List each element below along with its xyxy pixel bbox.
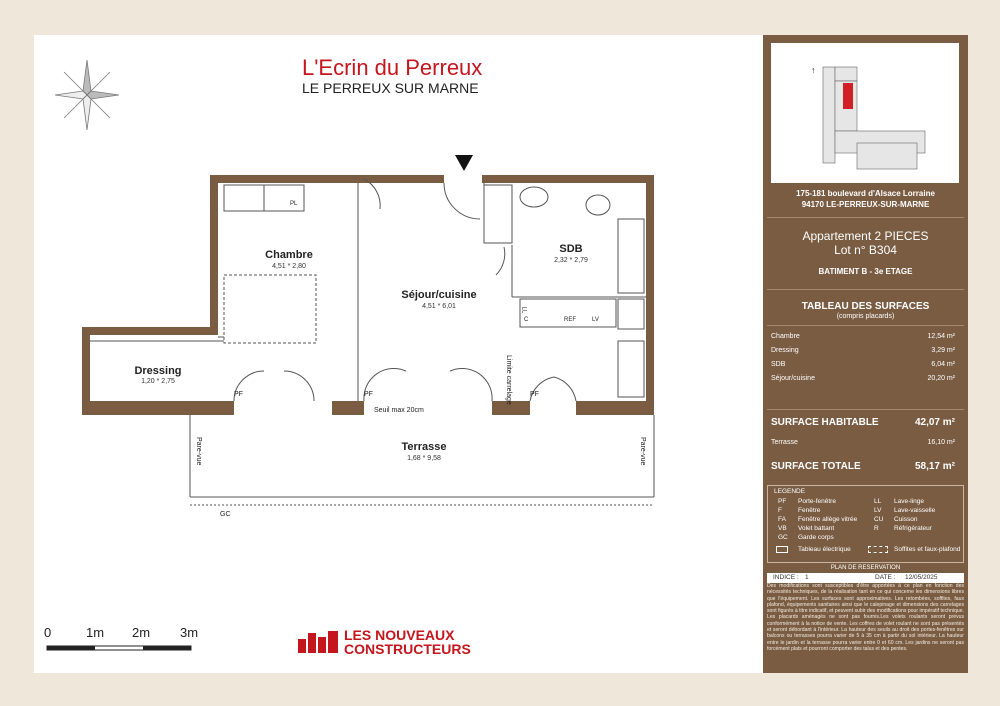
surface-totale-row: SURFACE TOTALE 58,17 m² [771, 461, 955, 472]
room-name-chambre: Chambre [265, 249, 313, 261]
scale-tick-0: 0 [44, 625, 52, 640]
room-name-sdb: SDB [559, 243, 583, 255]
building-floor: BATIMENT B - 3e ETAGE [818, 267, 913, 276]
label-pare-vue-right: Pare-vue [639, 437, 646, 466]
label-pl: PL [290, 201, 298, 207]
surface-row-sejour: Séjour/cuisine 20,20 m² [771, 375, 955, 382]
surface-row-dressing: Dressing 3,29 m² [771, 347, 955, 354]
soffite-icon [868, 546, 888, 553]
info-panel [763, 35, 968, 673]
room-name-dressing: Dressing [134, 365, 182, 377]
project-city: LE PERREUX SUR MARNE [302, 80, 479, 96]
surface-row-terrasse: Terrasse 16,10 m² [771, 439, 955, 446]
label-pare-vue-left: Pare-vue [195, 437, 202, 466]
plan-type: PLAN DE RESERVATION [830, 565, 901, 571]
label-ref: REF [564, 317, 576, 323]
room-dims-sdb: 2,32 * 2,79 [554, 257, 588, 264]
surface-habitable-row: SURFACE HABITABLE 42,07 m² [771, 417, 955, 428]
brand-line-2: CONSTRUCTEURS [344, 641, 471, 657]
scale-tick-1m: 1m [86, 625, 105, 640]
label-limite-carrelage: Limite carrelage [505, 355, 512, 405]
plan-sheet [34, 35, 968, 673]
legend: LEGENDE PF Porte-fenêtre F Fenêtre FA Fenêtre allège vitrée VB Volet battant GC Garde corps LL Lave-linge LV Lave-vaisselle CU Cuisson R Réfrigérateur Tableau électrique Soffites et faux-plafond [767, 485, 964, 563]
table-title: TABLEAU DES SURFACES [801, 301, 930, 312]
room-dims-dressing: 1,20 * 2,75 [141, 378, 175, 385]
lot-number: Lot n° B304 [834, 243, 897, 257]
apt-type: Appartement 2 PIECES [802, 229, 929, 243]
table-subtitle: (compris placards) [836, 313, 895, 320]
legal-notes: Des modifications sont susceptibles d'être apportées à ce plan en fonction des nécessités techniques, de la réalisation tant en ce qui concerne les dimensions libres que l'équipement. Les surfaces sont approximatives. Les retombées, soffites, faux plafond, équipements sanitaires ainsi que le calepinage et dimensions des carrelages sont figurés à titre indicatif, et peuvent subir des modifications pour impératif technique. Les placards aménagés ne sont pas fournis.Les volets roulants seront prévus conformément à la notice de vente. Les coffres de volet roulant ne sont pas présentés et seront débordant à l'intérieur. La hauteur des seuils au droit des portes-fenêtres sur balcons ou terrasses pourra varier de 5 à 35 cm à partir du sol intérieur. La hauteur entre le jardin et la terrasse pourra varier entre 0 et 60 cm. Les jardins ne seront pas forcément plats et pourront comporter des talus et des pentes. [767, 583, 964, 652]
tableau-electrique-icon [776, 546, 788, 553]
surface-row-chambre: Chambre 12,54 m² [771, 333, 955, 340]
room-dims-sejour: 4,51 * 6,01 [422, 303, 456, 310]
label-ll: LL [520, 306, 527, 314]
brand-logo-icon [296, 629, 342, 655]
label-gc: GC [220, 511, 231, 518]
indice-date-bar: INDICE : 1 DATE : 12/05/2025 [767, 573, 964, 583]
svg-text:↑: ↑ [811, 65, 816, 75]
label-pf-3: PF [530, 391, 539, 398]
room-dims-chambre: 4,51 * 2,80 [272, 263, 306, 270]
label-c: C [524, 317, 529, 323]
label-pf-1: PF [234, 391, 243, 398]
address-line-2: 94170 LE-PERREUX-SUR-MARNE [801, 200, 930, 209]
surface-row-sdb: SDB 6,04 m² [771, 361, 955, 368]
address-line-1: 175-181 boulevard d'Alsace Lorraine [796, 189, 935, 198]
label-lv: LV [592, 317, 599, 323]
label-seuil: Seuil max 20cm [374, 407, 424, 414]
room-name-sejour: Séjour/cuisine [401, 289, 477, 301]
project-title: L'Ecrin du Perreux [302, 55, 483, 80]
room-name-terrasse: Terrasse [401, 441, 447, 453]
scale-tick-2m: 2m [132, 625, 151, 640]
scale-tick-3m: 3m [180, 625, 199, 640]
key-plan [771, 43, 959, 183]
label-pf-2: PF [364, 391, 373, 398]
brand-line-1: LES NOUVEAUX [344, 627, 455, 643]
room-dims-terrasse: 1,68 * 9,58 [407, 455, 441, 462]
